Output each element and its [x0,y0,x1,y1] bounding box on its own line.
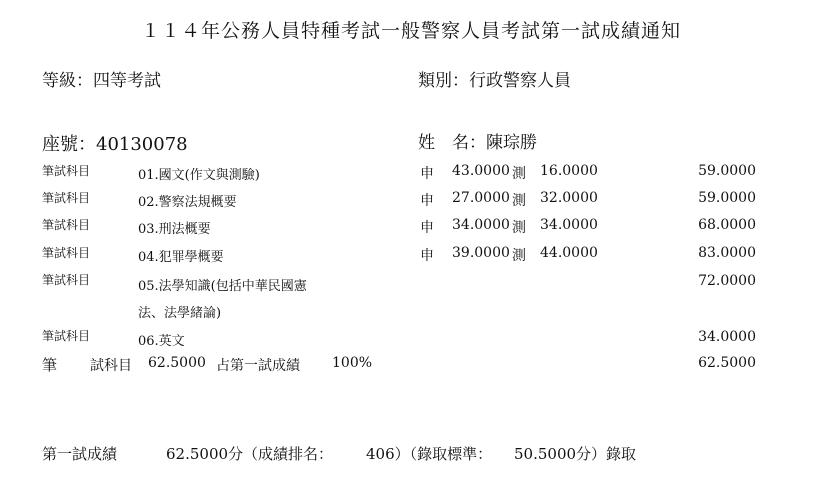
total-average: 62.5000 [148,355,206,371]
subject-name: 03.刑法概要 [138,222,211,237]
subject-name: 06.英文 [138,334,185,349]
essay-marker: 申 [420,193,434,209]
subject-name: 01.國文(作文與測驗) [138,168,260,183]
total-share-text: 占第一試成績 [216,358,300,374]
subject-label: 筆試科目 [42,329,91,343]
subject-label: 筆試科目 [42,191,91,205]
essay-marker: 申 [420,248,434,264]
essay-marker: 申 [420,166,434,182]
subject-name-line2: 法、法學緒論) [138,306,222,321]
test-marker: 測 [512,220,526,236]
result-standard: 50.5000分）錄取 [514,445,637,463]
subject-score: 72.0000 [698,273,756,289]
subject-name-line1: 05.法學知識(包括中華民國憲 [138,279,307,294]
test-score: 34.0000 [540,217,598,233]
total-label-a: 筆 [42,356,58,374]
essay-score: 43.0000 [452,163,510,179]
test-marker: 測 [512,248,526,264]
subject-score: 68.0000 [698,217,756,233]
seat-number: 座號：40130078 [42,134,188,155]
test-marker: 測 [512,193,526,209]
essay-score: 34.0000 [452,217,510,233]
essay-marker: 申 [420,220,434,236]
essay-score: 27.0000 [452,190,510,206]
result-label: 第一試成績 [42,445,118,463]
grade-label: 等級：四等考試 [42,71,161,91]
subject-score: 59.0000 [698,190,756,206]
subject-score: 59.0000 [698,163,756,179]
subject-name: 04.犯罪學概要 [138,250,224,265]
category-label: 類別：行政警察人員 [418,71,571,91]
test-score: 32.0000 [540,190,598,206]
result-score: 62.5000分（成績排名： [166,445,334,463]
subject-score: 83.0000 [698,245,756,261]
subject-name: 02.警察法規概要 [138,195,237,210]
total-label-b: 試科目 [90,358,132,374]
subject-label: 筆試科目 [42,218,91,232]
test-marker: 測 [512,166,526,182]
essay-score: 39.0000 [452,245,510,261]
total-share-percent: 100% [332,355,373,371]
page-title: １１４年公務人員特種考試一般警察人員考試第一試成績通知 [140,20,681,42]
subject-label: 筆試科目 [42,246,91,260]
subject-label: 筆試科目 [42,164,91,178]
subject-score: 34.0000 [698,329,756,345]
result-rank: 406）（錄取標準： [366,445,493,463]
candidate-name: 姓 名：陳琮勝 [418,133,537,153]
test-score: 16.0000 [540,163,598,179]
total-score: 62.5000 [698,355,756,371]
test-score: 44.0000 [540,245,598,261]
subject-label: 筆試科目 [42,273,91,287]
